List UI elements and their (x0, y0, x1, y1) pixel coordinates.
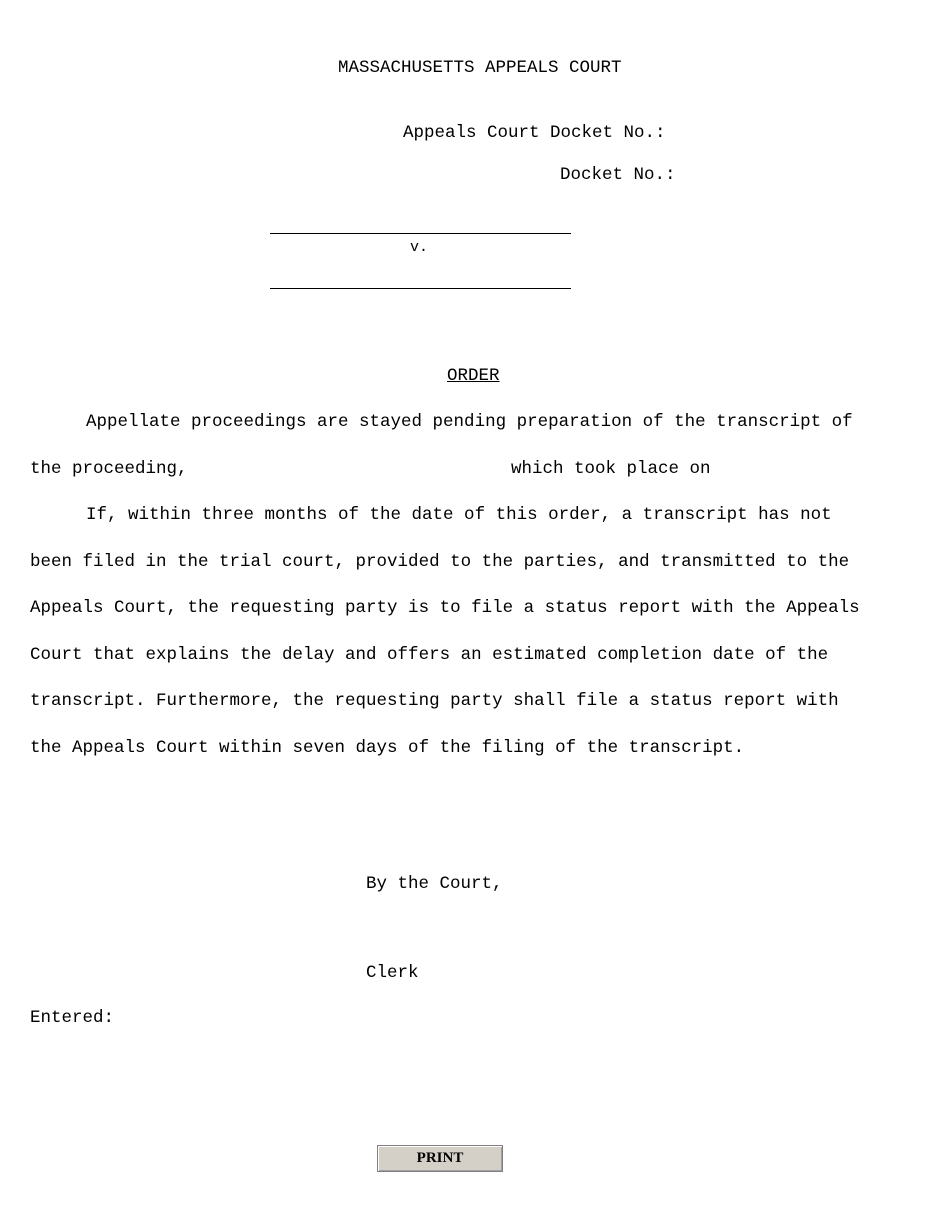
appeals-docket-label: Appeals Court Docket No.: (403, 123, 666, 143)
order-paragraph-2-line: Appeals Court, the requesting party is to file a status report with the Appeals (30, 598, 860, 618)
order-paragraph-1-line-2a: the proceeding, (30, 459, 188, 479)
order-paragraph-2-line: Court that explains the delay and offers an estimated completion date of the (30, 645, 829, 665)
order-paragraph-2-line: been filed in the trial court, provided to the parties, and transmitted to the (30, 552, 850, 572)
entered-label: Entered: (30, 1008, 115, 1028)
order-paragraph-1-line-1: Appellate proceedings are stayed pending preparation of the transcript of (86, 412, 853, 432)
order-heading: ORDER (447, 366, 500, 386)
by-the-court-label: By the Court, (366, 874, 503, 894)
versus-label: v. (410, 239, 429, 256)
plaintiff-line (270, 233, 571, 234)
order-paragraph-1-line-2b: which took place on (511, 459, 711, 479)
clerk-label: Clerk (366, 963, 419, 983)
order-paragraph-2-line: the Appeals Court within seven days of the filing of the transcript. (30, 738, 745, 758)
defendant-line (270, 288, 571, 289)
docket-label: Docket No.: (560, 165, 676, 185)
order-paragraph-2-line: If, within three months of the date of this order, a transcript has not (86, 505, 832, 525)
print-button[interactable]: PRINT (377, 1145, 503, 1172)
court-title: MASSACHUSETTS APPEALS COURT (338, 58, 622, 78)
order-paragraph-2-line: transcript. Furthermore, the requesting party shall file a status report with (30, 691, 839, 711)
